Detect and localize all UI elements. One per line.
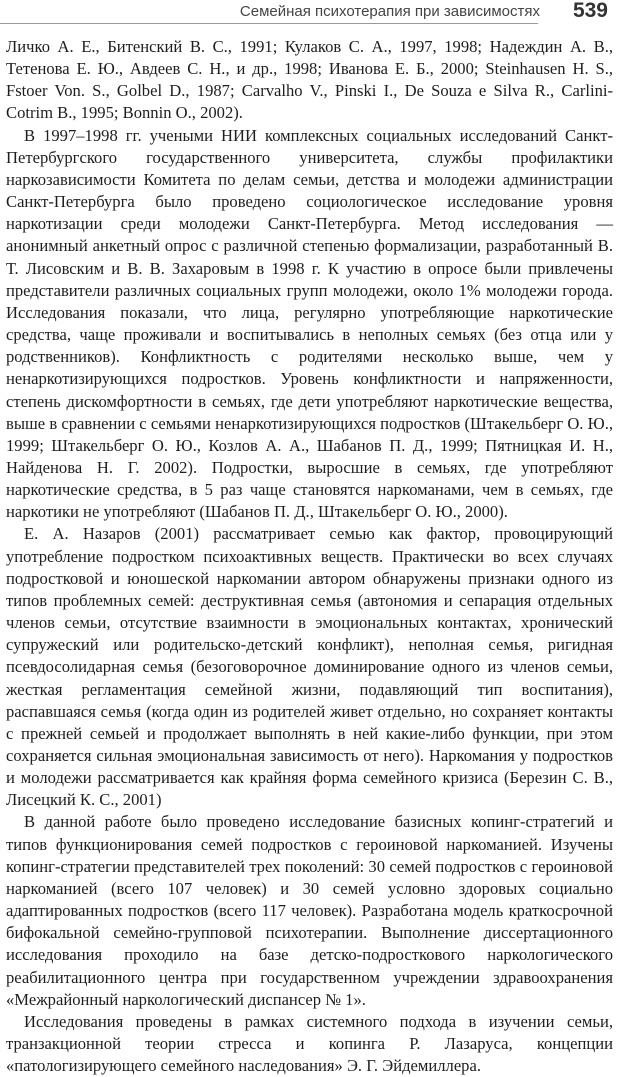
paragraph: В данной работе было проведено исследование базисных копинг-стратегий и типов функционирования семей подростков с героиновой наркоманией. Изучены копинг-стратегии представителей трех поколений: 30 семей подростков с героиновой наркоманией (всего 107 человек) и 30 семей условно здоровых социально адаптированных подростков (всего 117 человек). Разработана модель краткосрочной бифокальной семейно-групповой психотерапии. Выполнение диссертационного исследования проходило на базе детско-подросткового наркологического реабилитационного центра при государственном учреждении здравоохранения «Межрайонный наркологический диспансер № 1». — [6, 812, 613, 1009]
running-header-title: Семейная психотерапия при зависимостях — [239, 3, 540, 20]
running-header — [0, 0, 620, 36]
paragraph-continuation: Личко А. Е., Битенский В. С., 1991; Кулаков С. А., 1997, 1998; Надеждин А. В., Тетенова Е. Ю., Авдеев С. Н., и др., 1998; Иванова Е. Б., 2000; Steinhausen H. S., Fstoer Von. S., Golbel D., 1987; Carvalho V., Pinski I., De Souza e Silva R., Carlini-Cotrim B., 1995; Bonnin O., 2002). — [6, 37, 613, 123]
header-rule — [0, 23, 538, 24]
body-text — [6, 36, 613, 1077]
paragraph: Е. А. Назаров (2001) рассматривает семью как фактор, провоцирующий употребление подростком психоактивных веществ. Практически во всех случаях подростковой и юношеской наркомании автором обнаружены признаки одного из типов проблемных семей: деструктивная семья (автономия и сепарация отдельных членов семьи, отсутствие взаимности в эмоциональных контактах, хронический супружеский или родительско-детский конфликт), неполная семья, ригидная псевдосолидарная семья (безоговорочное доминирование одного из членов семьи, жесткая регламентация семейной жизни, подавляющий тип воспитания), распавшаяся семья (когда один из родителей живет отдельно, но сохраняет контакты с прежней семьей и продолжает выполнять в ней какие-либо функции, при этом сохраняется сильная эмоциональная зависимость от него). Наркомания у подростков и молодежи рассматривается как крайняя форма семейного кризиса (Березин С. В., Лисецкий К. С., 2001) — [6, 524, 613, 810]
paragraph: Исследования проведены в рамках системного подхода в изучении семьи, транзакционной теории стресса и копинга Р. Лазаруса, концепции «патологизирующего семейного наследования» Э. Г. Эйдемиллера. — [6, 1011, 613, 1076]
paragraph: В 1997–1998 гг. учеными НИИ комплексных социальных исследований Санкт-Петербургского государственного университета, службы профилактики наркозависимости Комитета по делам семьи, детства и молодежи администрации Санкт-Петербурга было проведено социологическое исследование уровня наркотизации среди молодежи Санкт-Петербурга. Метод исследования — анонимный анкетный опрос с различной степенью формализации, разработанный В. Т. Лисовским и В. В. Захаровым в 1998 г. К участию в опросе были привлечены представители различных социальных групп молодежи, около 1% молодежи города. Исследования показали, что лица, регулярно употребляющие наркотические средства, чаще проживали и воспитывались в неполных семьях (без отца или у родственников). Конфликтность с родителями несколько выше, чем у ненаркотизирующихся подростков. Уровень конфликтности и напряженности, степень дискомфортности в семьях, где дети употребляют наркотические вещества, выше в сравнении с семьями ненаркотизирующихся подростков (Штакельберг О. Ю., 1999; Штакельберг О. Ю., Козлов А. А., Шабанов П. Д., 1999; Пятницкая И. Н., Найденова Н. Г. 2002). Подростки, выросшие в семьях, где употребляют наркотические средства, в 5 раз чаще становятся наркоманами, чем в семьях, где наркотики не употребляют (Шабанов П. Д., Штакельберг О. Ю., 2000). — [6, 125, 613, 522]
page-number: 539 — [572, 0, 608, 22]
